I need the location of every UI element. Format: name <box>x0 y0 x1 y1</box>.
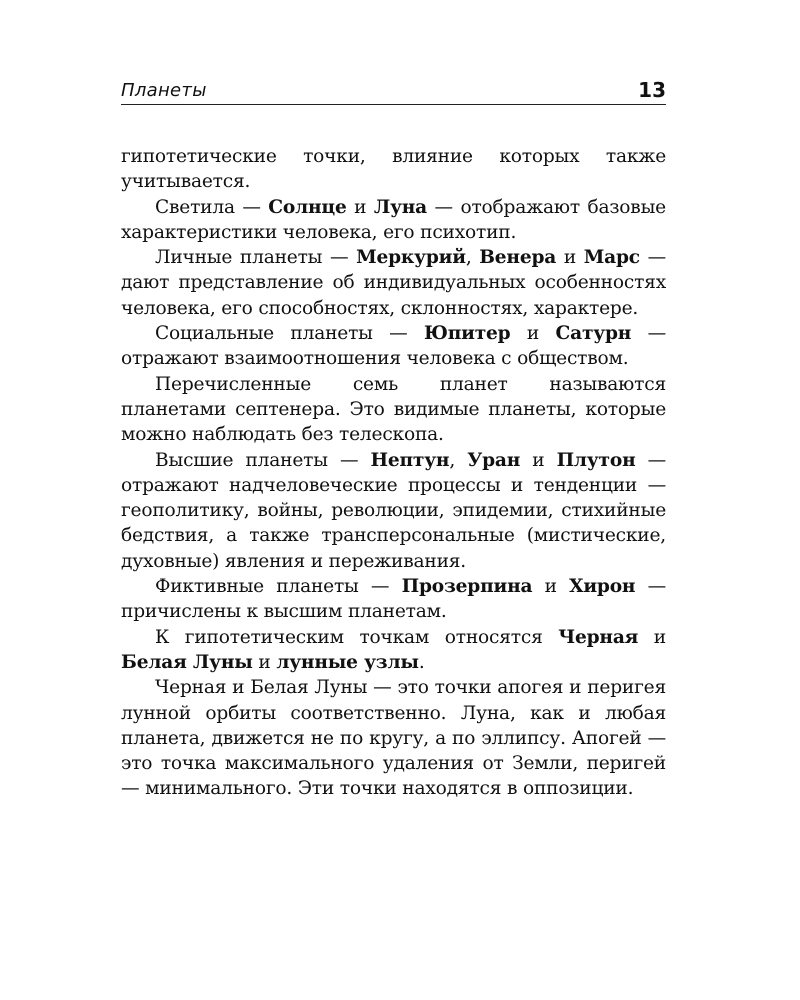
text-run: и <box>252 651 277 673</box>
text-run: и <box>556 247 584 269</box>
bold-term: Сатурн <box>555 323 632 345</box>
text-run: , <box>465 247 480 269</box>
text-run: и <box>638 626 666 648</box>
text-run: — дают представление об индивидуальных особенностях человека, его способностях, склонностях, характере. <box>121 247 666 319</box>
text-run: и <box>346 196 374 218</box>
text-run: , <box>449 449 468 471</box>
text-run: и <box>532 576 570 598</box>
text-run: — отображают базовые характеристики человека, его психотип. <box>121 196 666 243</box>
section-title: Планеты <box>121 80 207 101</box>
paragraph <box>121 448 666 574</box>
bold-term: Венера <box>479 247 557 269</box>
text-run: гипотетические точки, влияние которых также учитывается. <box>121 146 666 193</box>
bold-term: Солнце <box>268 196 347 218</box>
text-run: и <box>520 449 557 471</box>
text-run: Фиктивные планеты — <box>155 576 402 598</box>
body-text <box>121 144 666 802</box>
text-run: . <box>418 651 425 673</box>
text-run: и <box>510 323 556 345</box>
bold-term: Черная <box>558 626 639 648</box>
bold-term: Луна <box>373 196 428 218</box>
bold-term: Белая Луны <box>121 651 253 673</box>
paragraph <box>121 625 666 676</box>
bold-term: Марс <box>583 247 640 269</box>
text-run: Личные планеты — <box>155 247 357 269</box>
text-run: Высшие планеты — <box>155 449 371 471</box>
page-number: 13 <box>638 78 666 102</box>
bold-term: Меркурий <box>356 247 466 269</box>
bold-term: Уран <box>467 449 521 471</box>
text-run: Черная и Белая Луны — это точки апогея и перигея лунной орбиты соответственно. Луна, как и любая планета, движется не по кругу, а по эллипсу. Апогей — это точка максимального удаления от Земли, перигей — минимального. Эти точки находятся в оппозиции. <box>121 677 666 800</box>
book-page <box>121 70 666 802</box>
text-run: Перечисленные семь планет называются планетами септенера. Это видимые планеты, которые можно наблюдать без телескопа. <box>121 373 666 446</box>
text-run: Социальные планеты — <box>155 323 424 345</box>
paragraph <box>121 195 666 246</box>
bold-term: Хирон <box>569 576 636 598</box>
text-run: — отражают взаимоотношения человека с обществом. <box>121 323 666 370</box>
text-run: Светила — <box>155 196 269 218</box>
bold-term: Нептун <box>370 449 450 471</box>
paragraph <box>121 245 666 321</box>
running-header <box>121 70 666 105</box>
paragraph <box>121 675 666 801</box>
bold-term: лунные узлы <box>276 651 419 673</box>
text-run: — отражают надчеловеческие процессы и тенденции — геополитику, войны, революции, эпидемии, стихийные бедствия, а также трансперсональные (мистические, духовные) явления и переживания. <box>121 449 666 572</box>
bold-term: Плутон <box>556 449 636 471</box>
paragraph <box>121 144 666 195</box>
bold-term: Прозерпина <box>401 576 533 598</box>
text-run: К гипотетическим точкам относятся <box>155 626 559 648</box>
text-run: — причислены к высшим планетам. <box>121 576 667 623</box>
paragraph <box>121 574 666 625</box>
paragraph <box>121 372 666 448</box>
bold-term: Юпитер <box>423 323 511 345</box>
paragraph <box>121 321 666 372</box>
